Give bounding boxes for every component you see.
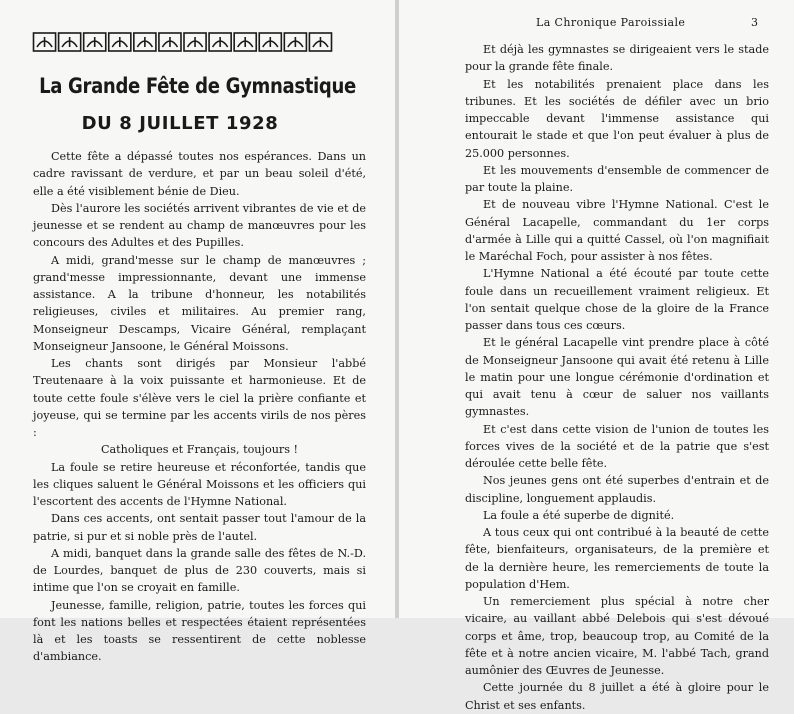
paragraph: La foule a été superbe de dignité.	[483, 508, 675, 522]
paragraph: Nos jeunes gens ont été superbes d'entrain et de discipline, longuement applaudis.	[465, 474, 769, 505]
paragraph: Et c'est dans cette vision de l'union de toutes les forces vives de la société et de la patrie que s'est déroulée cette belle fête.	[465, 422, 769, 470]
paragraph: Cette fête a dépassé toutes nos espérances. Dans un cadre ravissant de verdure, et par un beau soleil d'été, elle a été visiblement bénie de Dieu.	[33, 150, 366, 198]
left-page	[0, 0, 395, 664]
paragraph: Et déjà les gymnastes se dirigeaient vers le stade pour la grande fête finale.	[465, 43, 769, 74]
left-text-column	[33, 148, 366, 666]
frieze-motif	[288, 37, 303, 47]
paragraph: Jeunesse, famille, religion, patrie, toutes les forces qui font les nations belles et respectées étaient représentées là et les toasts se ressentirent de cette noblesse d'ambiance.	[33, 598, 366, 664]
right-text-column	[465, 41, 769, 714]
paragraph: Cette journée du 8 juillet a été à gloire pour le Christ et ses enfants.	[465, 681, 769, 712]
frieze-motif	[112, 37, 127, 47]
paragraph: Un remerciement plus spécial à notre cher vicaire, au vaillant abbé Delebois qui s'est dévoué corps et âme, trop, beaucoup trop, au Comité de la fête et à notre ancien vicaire, M. l'abbé Tach, grand aumônier des Œuvres de Jeunesse.	[465, 595, 769, 677]
frieze-motif	[62, 37, 77, 47]
paragraph: A midi, grand'messe sur le champ de manœuvres ; grand'messe impressionnante, devant une immense assistance. A la tribune d'honneur, les notabilités religieuses, civiles et militaires. Au premier rang, Monseigneur Descamps, Vicaire Général, remplaçant Monseigneur Jansoone, le Général Moissons.	[33, 253, 366, 353]
frieze-motif	[87, 37, 102, 47]
paragraph: Dès l'aurore les sociétés arrivent vibrantes de vie et de jeunesse et se rendent au champ de manœuvres pour les concours des Adultes et des Pupilles.	[33, 201, 366, 250]
frieze-motif	[137, 37, 152, 47]
paragraph: La foule se retire heureuse et réconfortée, tandis que les cliques saluent le Général Moissons et les officiers qui l'escortent des accents de l'Hymne National.	[33, 460, 366, 508]
paragraph: L'Hymne National a été écouté par toute cette foule dans un recueillement vraiment religieux. Et l'on sentait quelque chose de la gloire de la France passer dans tous ces cœurs.	[465, 267, 769, 332]
motto-line: Catholiques et Français, toujours !	[100, 443, 299, 457]
paragraph: Dans ces accents, ont sentait passer tout l'amour de la patrie, si pur et si noble près de l'autel.	[33, 512, 366, 543]
decorative-frieze	[32, 31, 333, 53]
frieze-motif	[162, 37, 177, 47]
paragraph: Et les mouvements d'ensemble de commencer de par toute la plaine.	[465, 163, 769, 194]
paragraph: Les chants sont dirigés par Monsieur l'abbé Treutenaare à la voix puissante et harmonieuse. Et de toute cette foule s'élève vers le ciel la prière confiante et joyeuse, qui se termine par les accents virils de nos pères :	[33, 357, 366, 439]
article-title: La Grande Fête de Gymnastique	[39, 74, 356, 98]
paragraph: A midi, banquet dans la grande salle des fêtes de N.-D. de Lourdes, banquet de plus de 230 couverts, mais si intime que l'on se croyait en famille.	[33, 546, 366, 595]
frieze-motif	[213, 37, 228, 47]
article-subtitle: DU 8 JUILLET 1928	[81, 113, 279, 134]
paragraph: Et le général Lacapelle vint prendre place à côté de Monseigneur Jansoone qui avait été retenu à Lille le matin pour une longue cérémonie d'ordination et qui avait tenu à cœur de saluer nos vaillants gymnastes.	[465, 336, 769, 419]
page-number: 3	[751, 16, 758, 29]
frieze-motif	[238, 37, 253, 47]
running-header: La Chronique Paroissiale	[536, 16, 686, 29]
frieze-motif	[37, 37, 52, 47]
paragraph: Et les notabilités prenaient place dans les tribunes. Et les sociétés de défiler avec un brio impeccable devant l'immense assistance qui entourait le stade et que l'on peut évaluer à plus de 25.000 personnes.	[465, 77, 769, 160]
frieze-motif	[313, 37, 328, 47]
right-page	[399, 0, 794, 712]
paragraph: Et de nouveau vibre l'Hymne National. C'est le Général Lacapelle, commandant du 1er corps d'armée à Lille qui a quitté Cassel, où l'on magnifiait le Maréchal Foch, pour assister à nos fêtes.	[465, 198, 769, 263]
frieze-motif	[188, 37, 203, 47]
paragraph: A tous ceux qui ont contribué à la beauté de cette fête, bienfaiteurs, organisateurs, de la première et de la dernière heure, les remerciements de toute la population d'Hem.	[465, 526, 769, 591]
frieze-motif	[263, 37, 278, 47]
